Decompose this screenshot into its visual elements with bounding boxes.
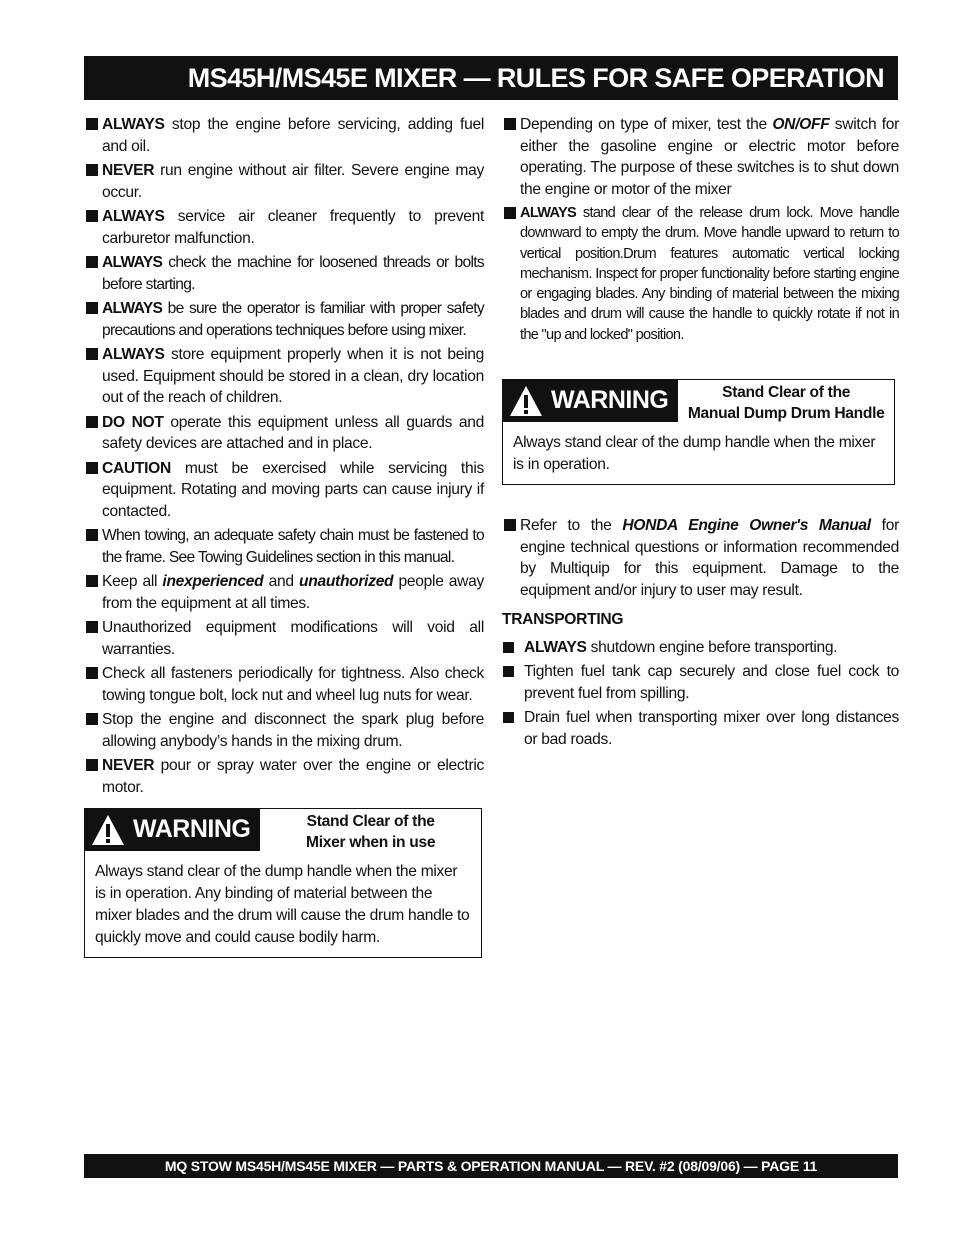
item-text: run engine without air filter. Severe engine may occur. xyxy=(102,162,484,201)
warning-body: Always stand clear of the dump handle when the mixer is in operation. Any binding of material between the mixer blades and the drum will cause the drum handle to quickly move and could cause bodily harm. xyxy=(95,863,470,946)
list-item xyxy=(502,637,899,659)
item-text: and xyxy=(263,573,299,590)
warning-triangle-icon xyxy=(509,384,543,418)
list-item xyxy=(84,571,484,614)
bullet-square-icon xyxy=(86,118,98,130)
warning-triangle-icon xyxy=(91,813,125,847)
emphasis-label: ALWAYS xyxy=(102,116,165,133)
emphasis-label: CAUTION xyxy=(102,459,171,477)
emphasis-label: inexperienced xyxy=(162,573,264,590)
emphasis-label: NEVER xyxy=(102,162,155,179)
item-text: must be exercised while servicing this equipment. Rotating and moving parts can cause injury if contacted. xyxy=(102,459,484,520)
warning-heading xyxy=(260,809,481,855)
warning-header xyxy=(503,380,894,426)
item-text: store equipment properly when it is not being used. Equipment should be stored in a clean, dry location out of the reach of children. xyxy=(102,346,484,406)
list-item xyxy=(502,203,899,345)
bullet-square-icon xyxy=(86,302,98,314)
list-item xyxy=(502,515,899,601)
warning-heading-line: Stand Clear of the xyxy=(722,384,851,402)
item-text: Unauthorized equipment modifications will void all warranties. xyxy=(102,619,484,658)
item-text: switch for either the gasoline engine or electric motor before operating. The purpose of these switches is to shut down the engine or motor of the mixer xyxy=(520,116,900,198)
emphasis-label: ALWAYS xyxy=(102,300,163,317)
warning-label: WARNING xyxy=(551,386,669,415)
list-item xyxy=(84,458,484,523)
item-text: pour or spray water over the engine or electric motor. xyxy=(102,757,484,796)
bullet-square-icon xyxy=(86,164,98,176)
bullet-square-icon xyxy=(86,416,98,428)
emphasis-label: ALWAYS xyxy=(524,638,587,656)
item-text: operate this equipment unless all guards and safety devices are attached and in place. xyxy=(102,413,484,452)
item-text: shutdown engine before transporting. xyxy=(586,638,838,656)
page-title: MS45H/MS45E MIXER — RULES FOR SAFE OPERATION xyxy=(84,56,898,100)
item-text: for engine technical questions or information recommended by Multiquip for this equipment. Damage to the equipment and/or injury to user may result. xyxy=(520,517,899,599)
bullet-square-icon xyxy=(86,348,98,360)
emphasis-label: DO NOT xyxy=(102,413,164,431)
item-text: service air cleaner frequently to prevent carburetor malfunction. xyxy=(102,208,484,247)
item-text: Drain fuel when transporting mixer over long distances or bad roads. xyxy=(524,709,899,748)
emphasis-label: HONDA Engine Owner's Manual xyxy=(622,517,871,535)
item-text: Stop the engine and disconnect the spark plug before allowing anybody’s hands in the mixing drum. xyxy=(102,711,484,750)
bullet-square-icon xyxy=(504,519,516,531)
bullet-square-icon xyxy=(86,713,98,725)
item-text: check the machine for loosened threads or bolts before starting. xyxy=(102,254,484,293)
list-item xyxy=(84,114,484,157)
list-item xyxy=(84,755,484,798)
emphasis-label: unauthorized xyxy=(299,573,394,590)
bullet-square-icon xyxy=(86,575,98,587)
bullet-square-icon xyxy=(86,256,98,268)
list-item xyxy=(84,298,484,341)
list-item xyxy=(84,709,484,752)
bullet-square-icon xyxy=(86,621,98,633)
bullet-square-icon xyxy=(86,210,98,222)
item-text: stand clear of the release drum lock. Move handle downward to empty the drum. Move handle upward to return to vertical position.Drum features automatic vertical locking mechanism. Inspect for proper functionality before starting engine or engaging blades. Any binding of material between the mixing blades and drum will cause the handle to quickly rotate if not in the "up and locked" position. xyxy=(520,205,899,343)
list-item xyxy=(84,525,484,568)
item-text: Tighten fuel tank cap securely and close fuel cock to prevent fuel from spilling. xyxy=(524,663,899,702)
bullet-square-icon xyxy=(504,207,516,219)
warning-badge xyxy=(85,809,260,851)
list-item xyxy=(502,114,899,200)
emphasis-label: NEVER xyxy=(102,757,155,774)
list-item xyxy=(502,707,899,750)
emphasis-label: ALWAYS xyxy=(520,205,577,221)
item-text: Refer to the xyxy=(520,517,623,535)
list-item xyxy=(84,206,484,249)
emphasis-label: ON/OFF xyxy=(772,116,830,133)
item-text: stop the engine before servicing, adding fuel and oil. xyxy=(102,116,484,155)
bullet-square-icon xyxy=(86,462,98,474)
warning-box-dump-handle xyxy=(502,379,895,485)
bullet-square-icon xyxy=(86,529,98,541)
list-item xyxy=(84,252,484,295)
warning-heading-line: Mixer when in use xyxy=(306,834,436,851)
item-text: Depending on type of mixer, test the xyxy=(520,116,773,133)
item-text: When towing, an adequate safety chain must be fastened to the frame. See Towing Guidelines section in this manual. xyxy=(102,527,484,566)
bullet-square-icon xyxy=(86,759,98,771)
warning-box-mixer xyxy=(84,808,482,958)
emphasis-label: ALWAYS xyxy=(102,346,165,363)
item-text: Keep all xyxy=(102,573,163,590)
list-item xyxy=(84,344,484,409)
list-item xyxy=(84,617,484,660)
section-heading-transporting: TRANSPORTING xyxy=(502,611,624,629)
list-item xyxy=(502,661,899,704)
emphasis-label: ALWAYS xyxy=(102,254,163,271)
warning-label: WARNING xyxy=(133,815,251,844)
bullet-square-icon xyxy=(503,642,514,653)
bullet-square-icon xyxy=(504,118,516,130)
warning-body: Always stand clear of the dump handle when the mixer is in operation. xyxy=(513,434,876,474)
item-text: people away from the equipment at all times. xyxy=(102,573,485,612)
bullet-square-icon xyxy=(86,667,98,679)
item-text: Check all fasteners periodically for tightness. Also check towing tongue bolt, lock nut and wheel lug nuts for wear. xyxy=(102,665,484,704)
warning-heading-line: Stand Clear of the xyxy=(306,813,435,830)
list-item xyxy=(84,663,484,706)
left-column xyxy=(84,114,484,958)
warning-heading-line: Manual Dump Drum Handle xyxy=(687,405,885,423)
warning-header xyxy=(85,809,481,855)
item-text: be sure the operator is familiar with proper safety precautions and operations techniques before using mixer. xyxy=(102,300,484,339)
page-footer: MQ STOW MS45H/MS45E MIXER — PARTS & OPERATION MANUAL — REV. #2 (08/09/06) — PAGE 11 xyxy=(84,1154,898,1178)
bullet-square-icon xyxy=(503,666,514,677)
warning-heading xyxy=(678,380,894,426)
emphasis-label: ALWAYS xyxy=(102,208,165,225)
list-item xyxy=(84,160,484,203)
list-item xyxy=(84,412,484,455)
bullet-square-icon xyxy=(503,712,514,723)
right-column xyxy=(502,114,899,753)
warning-badge xyxy=(503,380,678,422)
